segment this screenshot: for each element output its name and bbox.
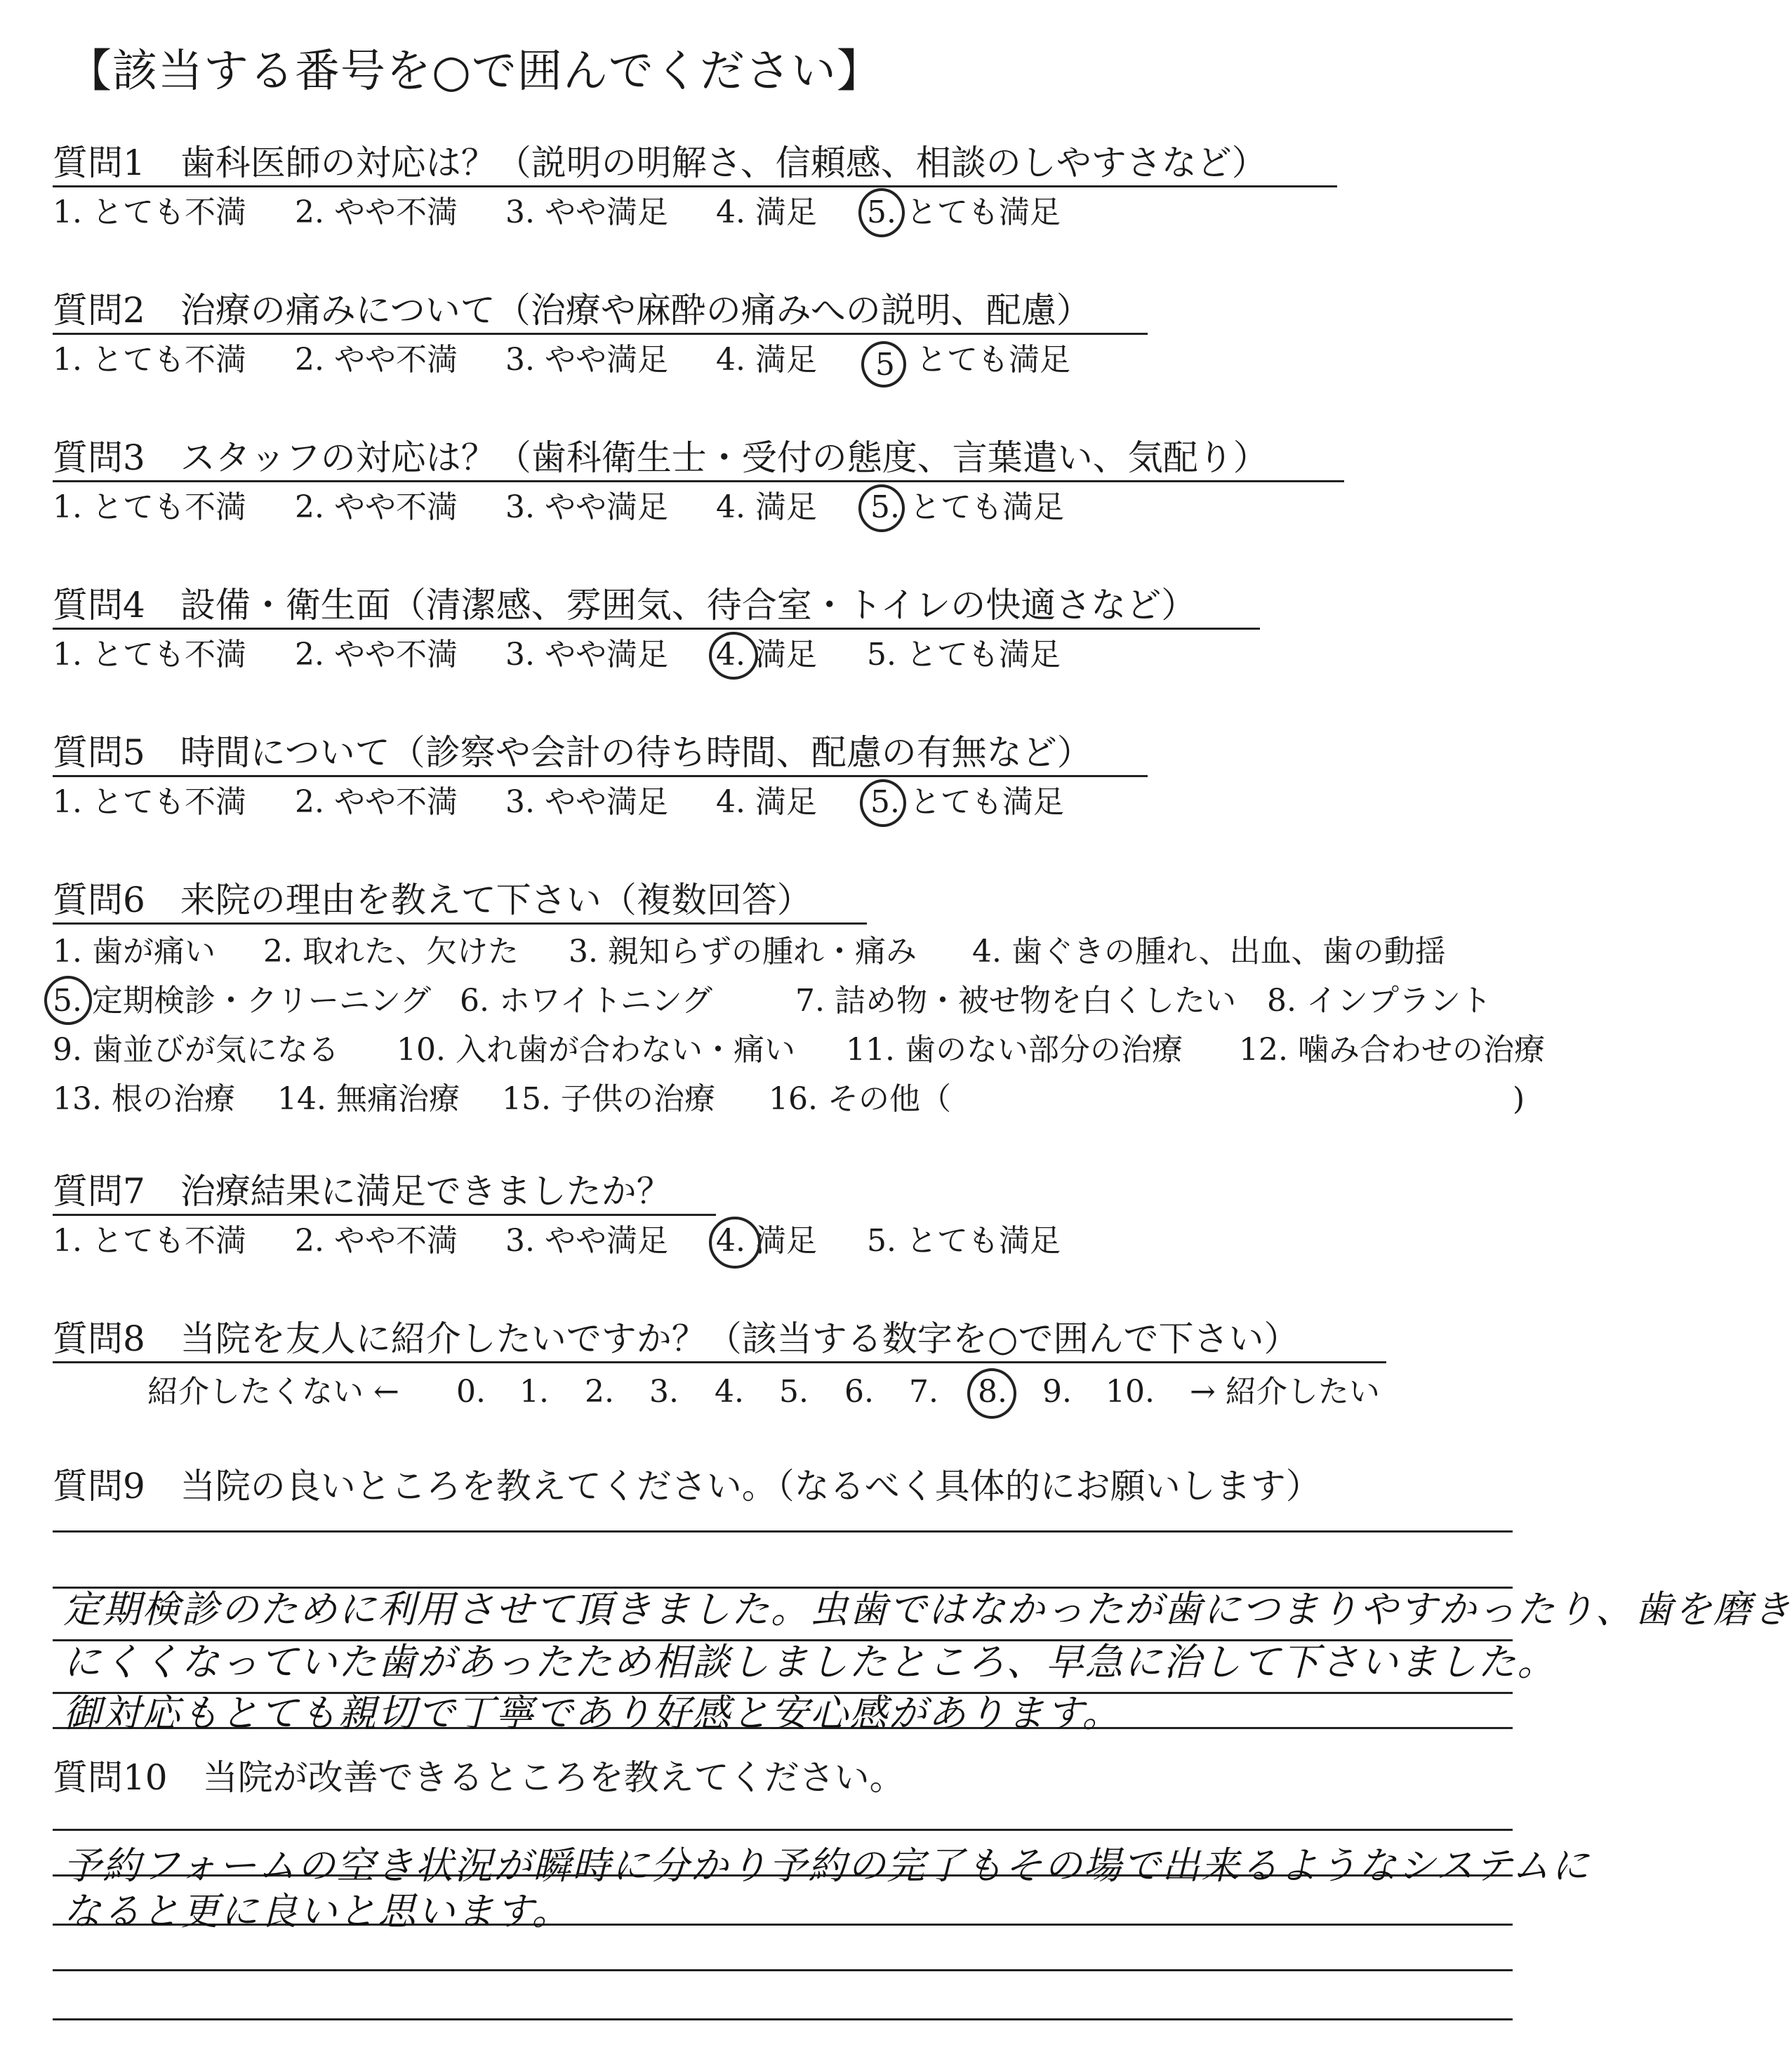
q6-option-8[interactable]: 8. インプラント — [1267, 983, 1492, 1019]
question-8-underline — [53, 1361, 1386, 1363]
q8-scale-9[interactable]: 9. — [1042, 1374, 1072, 1410]
question-4-underline — [53, 628, 1260, 630]
question-6-underline — [53, 922, 867, 925]
question-5-underline — [53, 775, 1148, 777]
q6-option-10[interactable]: 10. 入れ歯が合わない・痛い — [397, 1032, 795, 1068]
q9-answer-line-1 — [53, 1530, 1513, 1533]
q7-option-2[interactable]: 2. やや不満 — [295, 1223, 458, 1259]
q5-option-2[interactable]: 2. やや不満 — [295, 784, 458, 820]
q6-option-15[interactable]: 15. 子供の治療 — [502, 1081, 715, 1117]
question-6-title: 質問6 来院の理由を教えて下さい（複数回答） — [53, 880, 812, 920]
q8-selection-circle — [967, 1368, 1016, 1419]
question-1-underline — [53, 185, 1337, 187]
q8-scale-0[interactable]: 0. — [456, 1374, 486, 1410]
q8-scale-5[interactable]: 5. — [779, 1374, 809, 1410]
q3-option-5[interactable]: 5. とても満足 — [870, 489, 1064, 525]
q6-option-11[interactable]: 11. 歯のない部分の治療 — [846, 1032, 1183, 1068]
q6-option-1[interactable]: 1. 歯が痛い — [53, 934, 215, 969]
q1-option-1[interactable]: 1. とても不満 — [53, 194, 246, 230]
q5-option-5[interactable]: 5. とても満足 — [870, 784, 1064, 820]
q10-answer-line-5 — [53, 2018, 1513, 2020]
q9-handwritten-line-2: にくくなっていた歯があったため相談しましたところ、早急に治して下さいました。 — [63, 1640, 1557, 1684]
q6-option-16-close: ) — [1513, 1081, 1525, 1117]
q7-option-1[interactable]: 1. とても不満 — [53, 1223, 246, 1259]
q1-selection-circle — [858, 188, 905, 237]
q2-option-2[interactable]: 2. やや不満 — [295, 342, 458, 378]
q10-handwritten-line-1: 予約フォームの空き状況が瞬時に分かり予約の完了もその場で出来るようなシステムに — [63, 1844, 1591, 1888]
q3-option-3[interactable]: 3. やや満足 — [505, 489, 668, 525]
q4-selection-circle — [709, 632, 758, 680]
question-2-title: 質問2 治療の痛みについて（治療や麻酔の痛みへの説明、配慮） — [53, 290, 1091, 331]
q2-option-4[interactable]: 4. 満足 — [716, 342, 817, 378]
question-5-title: 質問5 時間について（診察や会計の待ち時間、配慮の有無など） — [53, 732, 1092, 773]
q8-right-label: → 紹介したい — [1190, 1374, 1380, 1410]
question-7-underline — [53, 1214, 716, 1216]
q2-option-5-number[interactable]: 5 — [875, 347, 895, 383]
q10-handwritten-line-2: なると更に良いと思います。 — [63, 1889, 571, 1933]
q6-selection-circle — [44, 976, 92, 1025]
q5-option-4[interactable]: 4. 満足 — [716, 784, 817, 820]
q8-scale-6[interactable]: 6. — [844, 1374, 874, 1410]
question-8-title: 質問8 当院を友人に紹介したいですか？（該当する数字を○で囲んで下さい） — [53, 1318, 1299, 1359]
q6-option-14[interactable]: 14. 無痛治療 — [277, 1081, 460, 1117]
q7-option-5[interactable]: 5. とても満足 — [867, 1223, 1061, 1259]
q8-scale-8[interactable]: 8. — [978, 1374, 1007, 1410]
q2-option-1[interactable]: 1. とても不満 — [53, 342, 246, 378]
q1-option-5[interactable]: 5. とても満足 — [867, 194, 1061, 230]
q3-option-1[interactable]: 1. とても不満 — [53, 489, 246, 525]
q6-option-9[interactable]: 9. 歯並びが気になる — [53, 1032, 339, 1068]
q7-option-3[interactable]: 3. やや満足 — [505, 1223, 668, 1259]
q6-option-12[interactable]: 12. 噛み合わせの治療 — [1239, 1032, 1545, 1068]
q8-scale-4[interactable]: 4. — [715, 1374, 744, 1410]
question-2-underline — [53, 333, 1148, 335]
q4-option-3[interactable]: 3. やや満足 — [505, 637, 668, 673]
q8-scale-3[interactable]: 3. — [649, 1374, 679, 1410]
question-9-title: 質問9 当院の良いところを教えてください。（なるべく具体的にお願いします） — [53, 1466, 1321, 1507]
question-10-title: 質問10 当院が改善できるところを教えてください。 — [53, 1757, 905, 1798]
q2-option-3[interactable]: 3. やや満足 — [505, 342, 668, 378]
q2-selection-circle — [861, 341, 906, 388]
q3-selection-circle — [858, 484, 905, 532]
q6-option-4[interactable]: 4. 歯ぐきの腫れ、出血、歯の動揺 — [972, 934, 1446, 969]
question-3-underline — [53, 480, 1344, 482]
q10-answer-line-4 — [53, 1969, 1513, 1971]
q4-option-5[interactable]: 5. とても満足 — [867, 637, 1061, 673]
q6-option-5[interactable]: 5. 定期検診・クリーニング — [53, 983, 432, 1019]
page-title: 【該当する番号を○で囲んでください】 — [67, 46, 882, 98]
q5-option-1[interactable]: 1. とても不満 — [53, 784, 246, 820]
q4-option-4[interactable]: 4. 満足 — [716, 637, 817, 673]
q7-option-4[interactable]: 4. 満足 — [716, 1223, 817, 1259]
q7-selection-circle — [709, 1217, 761, 1269]
q8-left-label: 紹介したくない ← — [147, 1374, 399, 1410]
question-3-title: 質問3 スタッフの対応は？（歯科衛生士・受付の態度、言葉遣い、気配り） — [53, 437, 1268, 478]
q3-option-4[interactable]: 4. 満足 — [716, 489, 817, 525]
q6-option-7[interactable]: 7. 詰め物・被せ物を白くしたい — [795, 983, 1236, 1019]
q5-selection-circle — [860, 779, 906, 827]
question-4-title: 質問4 設備・衛生面（清潔感、雰囲気、待合室・トイレの快適さなど） — [53, 585, 1197, 626]
q6-option-6[interactable]: 6. ホワイトニング — [460, 983, 713, 1019]
q6-option-3[interactable]: 3. 親知らずの腫れ・痛み — [569, 934, 917, 969]
q8-scale-7[interactable]: 7. — [909, 1374, 938, 1410]
q8-scale-2[interactable]: 2. — [585, 1374, 614, 1410]
q6-option-13[interactable]: 13. 根の治療 — [53, 1081, 235, 1117]
q8-scale-10[interactable]: 10. — [1106, 1374, 1155, 1410]
q4-option-1[interactable]: 1. とても不満 — [53, 637, 246, 673]
q9-handwritten-line-3: 御対応もとても親切で丁寧であり好感と安心感があります。 — [63, 1691, 1122, 1735]
q10-answer-line-1 — [53, 1829, 1513, 1831]
q6-option-2[interactable]: 2. 取れた、欠けた — [263, 934, 519, 969]
q5-option-3[interactable]: 3. やや満足 — [505, 784, 668, 820]
q8-scale-1[interactable]: 1. — [519, 1374, 549, 1410]
q4-option-2[interactable]: 2. やや不満 — [295, 637, 458, 673]
q2-option-5-label[interactable]: とても満足 — [916, 342, 1070, 378]
q1-option-2[interactable]: 2. やや不満 — [295, 194, 458, 230]
q3-option-2[interactable]: 2. やや不満 — [295, 489, 458, 525]
q6-option-16[interactable]: 16. その他（ — [769, 1081, 951, 1117]
question-1-title: 質問1 歯科医師の対応は？（説明の明解さ、信頼感、相談のしやすさなど） — [53, 143, 1267, 183]
q1-option-4[interactable]: 4. 満足 — [716, 194, 817, 230]
q9-handwritten-line-1: 定期検診のために利用させて頂きました。虫歯ではなかったが歯につまりやすかったり、歯を磨き — [63, 1587, 1792, 1632]
q1-option-3[interactable]: 3. やや満足 — [505, 194, 668, 230]
question-7-title: 質問7 治療結果に満足できましたか？ — [53, 1171, 672, 1212]
